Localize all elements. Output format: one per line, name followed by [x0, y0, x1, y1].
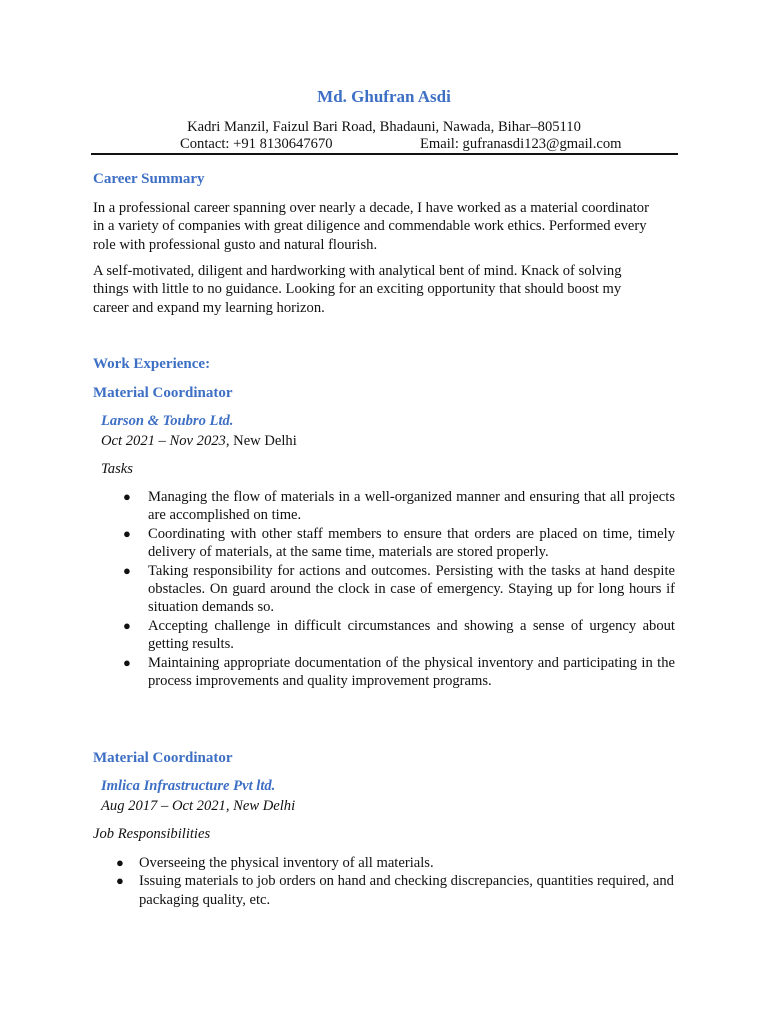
- list-item: ● Issuing materials to job orders on hand and checking discrepancies, quantities required, and packaging quality, etc.: [116, 873, 674, 908]
- bullet-icon: ●: [116, 855, 124, 870]
- job-2-section-label: Job Responsibilities: [93, 826, 211, 842]
- career-summary-paragraph-1: In a professional career spanning over nearly a decade, I have worked as a material coordinator in a variety of companies with great diligence and commendable work ethics. Performed every role with professional gusto and natural flourish.: [93, 200, 649, 253]
- list-item: ● Managing the flow of materials in a well-organized manner and ensuring that all projects are accomplished on time.: [123, 489, 675, 524]
- job-1-date-range: Oct 2021 – Nov 2023: [101, 433, 226, 449]
- job-1-task-list: [123, 488, 675, 690]
- job-1-dates: [101, 432, 297, 450]
- list-item: ● Accepting challenge in difficult circumstances and showing a sense of urgency about getting results.: [123, 617, 675, 653]
- contact-phone: Contact: +91 8130647670: [180, 136, 333, 152]
- list-item: ● Taking responsibility for actions and outcomes. Persisting with the tasks at hand despite obstacles. On guard around the clock in case of emergency. Staying up for long hours if situation demands so.: [123, 562, 675, 616]
- contact-line: [180, 135, 680, 153]
- bullet-icon: ●: [123, 525, 131, 541]
- contact-email: Email: gufranasdi123@gmail.com: [420, 136, 622, 152]
- career-summary-paragraph-2: A self-motivated, diligent and hardworking with analytical bent of mind. Knack of solving things with little to no guidance. Looking for an exciting opportunity that should boost my career and expand my learning horizon.: [93, 263, 622, 316]
- job-2-responsibility-list: [116, 854, 675, 909]
- bullet-icon: ●: [116, 873, 124, 889]
- candidate-name: Md. Ghufran Asdi: [317, 87, 451, 106]
- job-2-dates: Aug 2017 – Oct 2021, New Delhi: [101, 798, 296, 814]
- job-1-section-label: Tasks: [101, 461, 133, 477]
- job-2-company: Imlica Infrastructure Pvt ltd.: [101, 778, 276, 794]
- list-item: ● Coordinating with other staff members to ensure that orders are placed on time, timely delivery of materials, at the same time, materials are stored properly.: [123, 525, 675, 561]
- list-item: ● Overseeing the physical inventory of all materials.: [116, 855, 434, 871]
- job-2-title: Material Coordinator: [93, 750, 233, 766]
- job-1-company: Larson & Toubro Ltd.: [101, 413, 234, 429]
- bullet-icon: ●: [123, 562, 131, 578]
- job-1-title: Material Coordinator: [93, 385, 233, 401]
- bullet-icon: ●: [123, 617, 131, 633]
- job-1-location: , New Delhi: [225, 433, 297, 449]
- work-experience-heading: Work Experience:: [93, 356, 211, 372]
- address-line: Kadri Manzil, Faizul Bari Road, Bhadauni, Nawada, Bihar–805110: [187, 119, 581, 135]
- list-item: ● Maintaining appropriate documentation of the physical inventory and participating in the process improvements and quality improvement programs.: [123, 654, 675, 690]
- bullet-icon: ●: [123, 489, 131, 504]
- career-summary-heading: Career Summary: [93, 171, 205, 187]
- bullet-icon: ●: [123, 654, 131, 670]
- header-divider: [91, 153, 678, 155]
